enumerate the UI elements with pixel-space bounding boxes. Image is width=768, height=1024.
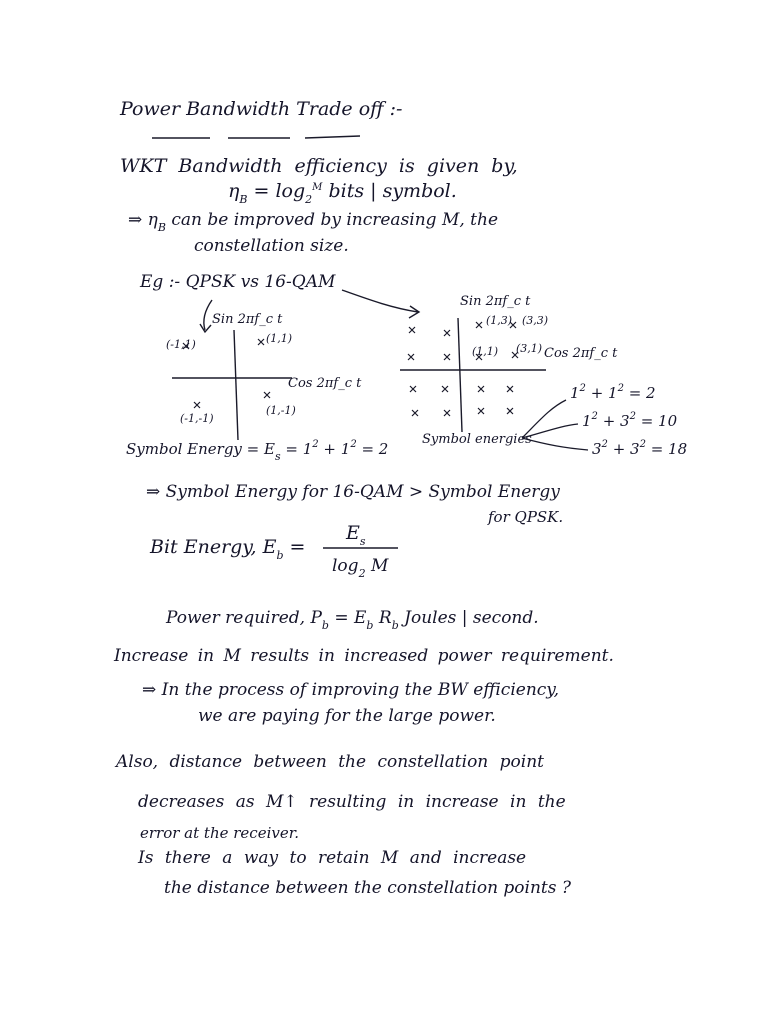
- bit-energy-numerator: $E_s$: [346, 522, 366, 548]
- implies-arrow: ⇒: [146, 482, 161, 502]
- qam-point: [507, 386, 513, 392]
- page-title: Power Bandwidth Trade off :-: [120, 98, 403, 120]
- qam-point: [444, 354, 450, 360]
- qam-point: [444, 410, 450, 416]
- qpsk-point-label: (-1,-1): [180, 412, 214, 425]
- eta-formula: $\eta_B = \log_2^M$ bits | symbol.: [228, 180, 457, 206]
- qam-point: [478, 386, 484, 392]
- qam-point: [409, 327, 415, 333]
- qam-point: [476, 322, 482, 328]
- also-line-2: decreases as M↑ resulting in increase in the: [138, 792, 566, 812]
- qam-cos-axis-label: Cos 2πf_c t: [544, 346, 618, 361]
- increase-line: Increase in M results in increased power requirement.: [114, 646, 614, 666]
- example-label: Eg :- QPSK vs 16-QAM: [140, 272, 336, 292]
- qpsk-point: [194, 402, 200, 408]
- qpsk-point: [258, 339, 264, 345]
- implies-arrow: ⇒: [142, 680, 157, 700]
- qpsk-point: [264, 392, 270, 398]
- qpsk-symbol-energy: Symbol Energy = $E_s = 1^2 + 1^2 = 2$: [126, 439, 389, 463]
- qam-pointer-arrow: [342, 290, 418, 312]
- implies-arrow: ⇒: [128, 210, 143, 230]
- also-line-1: Also, distance between the constellation point: [116, 752, 544, 772]
- qam-point: [410, 386, 416, 392]
- qpsk-y-axis: [234, 330, 238, 440]
- intro-line: WKT Bandwidth efficiency is given by,: [120, 155, 518, 177]
- implication-line-1: ⇒ $\eta_B$ can be improved by increasing M, the: [128, 210, 499, 234]
- bit-energy-denominator: $\log_2 M$: [332, 556, 389, 580]
- qam-point: [442, 386, 448, 392]
- qpsk-point-label: (-1,1): [166, 338, 196, 351]
- qpsk-sin-axis-label: Sin 2πf_c t: [212, 312, 283, 327]
- question-line-1: Is there a way to retain M and increase: [138, 848, 527, 868]
- bw-line-1: ⇒ In the process of improving the BW efficiency,: [142, 680, 560, 700]
- qam-point-label: (1,3): [486, 314, 513, 327]
- qpsk-cos-axis-label: Cos 2πf_c t: [288, 376, 362, 391]
- implication-line-2: constellation size.: [194, 236, 349, 256]
- qam-point: [444, 330, 450, 336]
- qpsk-point-label: (1,-1): [266, 404, 296, 417]
- qam-sin-axis-label: Sin 2πf_c t: [460, 294, 531, 309]
- power-required: Power required, $P_b = E_b$ $R_b$ Joules | second.: [166, 608, 539, 632]
- qam-point-label: (3,1): [516, 342, 543, 355]
- qam-energy-item: $1^2 + 1^2 = 2$: [570, 383, 656, 402]
- bit-energy-label: Bit Energy, $E_b$ =: [150, 536, 306, 562]
- comparison-line-2: for QPSK.: [488, 508, 564, 526]
- qam-energy-item: $1^2 + 3^2 = 10$: [582, 411, 678, 430]
- qam-point: [408, 354, 414, 360]
- qam-energy-item: $3^2 + 3^2 = 18$: [592, 439, 688, 458]
- qpsk-point-label: (1,1): [266, 332, 293, 345]
- bw-line-2: we are paying for the large power.: [198, 706, 496, 726]
- qam-y-axis: [458, 318, 462, 432]
- qam-point: [478, 408, 484, 414]
- qam-points: [408, 322, 518, 416]
- qpsk-points: [183, 339, 270, 408]
- qam-point-label: (3,3): [522, 314, 549, 327]
- question-line-2: the distance between the constellation points ?: [164, 878, 571, 898]
- qam-point: [507, 408, 513, 414]
- also-line-3: error at the receiver.: [140, 824, 300, 842]
- qam-point-label: (1,1): [472, 345, 499, 358]
- qam-energies-label: Symbol energies: [422, 432, 532, 447]
- title-underline: [152, 136, 360, 138]
- comparison-line-1: ⇒ Symbol Energy for 16-QAM > Symbol Energy: [146, 482, 560, 502]
- qam-point: [412, 410, 418, 416]
